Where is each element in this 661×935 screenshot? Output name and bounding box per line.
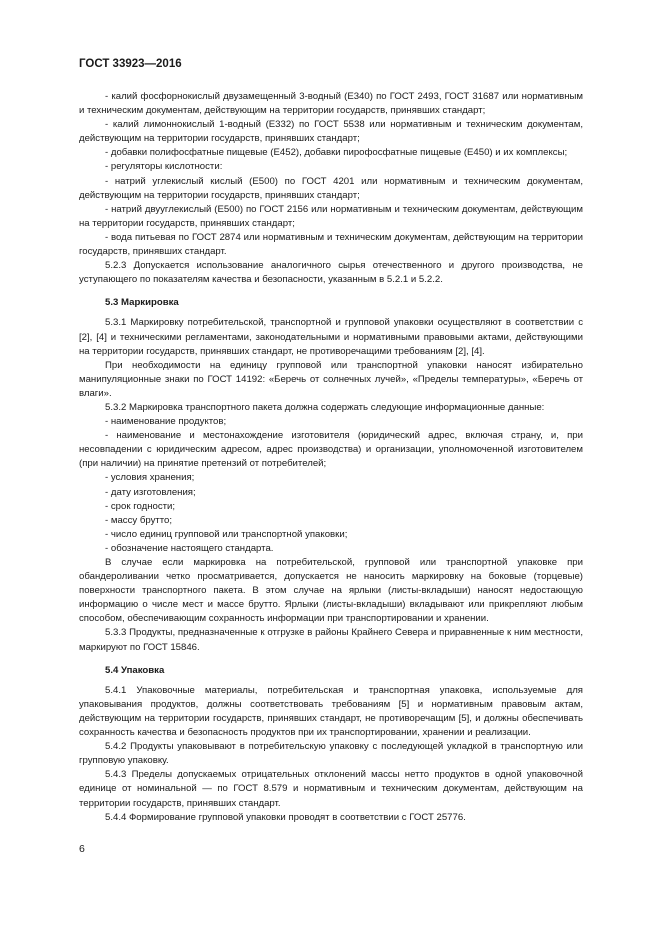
paragraph: - регуляторы кислотности: <box>105 161 223 173</box>
paragraph: При необходимости на единицу групповой или транспортной упаковки наносят избирательно манипуляционные знаки по ГОСТ 14192: «Беречь от солнечных лучей», «Пределы температуры», «Беречь от влаги». <box>79 359 583 399</box>
list-item: - срок годности; <box>105 500 176 512</box>
paragraph: 5.4.4 Формирование групповой упаковки проводят в соответствии с ГОСТ 25776. <box>105 811 466 823</box>
list-item: - обозначение настоящего стандарта. <box>105 542 274 554</box>
list-item: - массу брутто; <box>105 514 173 526</box>
paragraph: В случае если маркировка на потребительской, групповой или транспортной упаковке при обандероливании четко просматривается, допускается не наносить маркировку на боковые (торцевые) поверхности транспортного пакета. В этом случае на ярлыки (листы-вкладыши) наносят недостающую информацию о числе мест и массе брутто. Ярлыки (листы-вкладыши) вкладывают или прикрепляют любым способом, обеспечивающим сохранность информации при транспортировании и хранении. <box>79 557 583 625</box>
paragraph: - вода питьевая по ГОСТ 2874 или нормативным и техническим документам, действующим на территории государств, принявших стандарт. <box>79 231 583 258</box>
paragraph: 5.3.3 Продукты, предназначенные к отгрузке в районы Крайнего Севера и приравненные к ним местности, маркируют по ГОСТ 15846. <box>79 627 583 653</box>
paragraph: - натрий углекислый кислый (Е500) по ГОСТ 4201 или нормативным и техническим документам, действующим на территории государств, принявших стандарт; <box>79 175 583 201</box>
page-number: 6 <box>79 843 85 855</box>
paragraph: 5.4.1 Упаковочные материалы, потребительская и транспортная упаковка, используемые для упаковывания продуктов, должны соответствовать требованиям [5] и нормативным правовым актам, действующим на территории государств, принявших стандарт, не противоречащим [5], и должны обеспечивать сохранность качества и безопасность продуктов при их транспортировании, хранении и реализации. <box>79 684 583 739</box>
paragraph: - калий фосфорнокислый двузамещенный 3-водный (Е340) по ГОСТ 2493, ГОСТ 31687 или нормативным и техническим документам, действующим на территории государств, принявших стандарт; <box>79 91 583 117</box>
paragraph: 5.3.1 Маркировку потребительской, транспортной и групповой упаковки осуществляют в соответствии с [2], [4] и техническими регламентами, законодательными и нормативными правовыми актами, действующими на территории государств, принявших стандарт, не противоречащими требованиям [2], [4]. <box>79 317 583 357</box>
paragraph: 5.4.3 Пределы допускаемых отрицательных отклонений массы нетто продуктов в одной упаковочной единице от номинальной — по ГОСТ 8.579 и нормативным и техническим документам, действующим на территории государств, принявших стандарт. <box>79 769 583 809</box>
paragraph: 5.2.3 Допускается использование аналогичного сырья отечественного и другого производства, не уступающего по показателям качества и безопасности, указанным в 5.2.1 и 5.2.2. <box>79 260 583 286</box>
list-item: - дату изготовления; <box>105 486 196 498</box>
paragraph: 5.3.2 Маркировка транспортного пакета должна содержать следующие информационные данные: <box>105 401 545 413</box>
list-item: - условия хранения; <box>105 472 195 484</box>
page-content <box>79 90 583 825</box>
list-item: - наименование и местонахождение изготовителя (юридический адрес, включая страну, и, при несовпадении с юридическим адресом, адрес производства) и организации, уполномоченной изготовителем (при наличии) на принятие претензий от потребителей; <box>79 430 583 470</box>
paragraph: - калий лимоннокислый 1-водный (Е332) по ГОСТ 5538 или нормативным и техническим документам, действующим на территории государств, принявших стандарт; <box>79 119 583 145</box>
document-header: ГОСТ 33923—2016 <box>79 58 182 70</box>
paragraph: 5.4.2 Продукты упаковывают в потребительскую упаковку с последующей укладкой в транспортную или групповую упаковку. <box>79 741 583 767</box>
list-item: - наименование продуктов; <box>105 416 227 428</box>
paragraph: - натрий двууглекислый (Е500) по ГОСТ 2156 или нормативным и техническим документам, действующим на территории государств, принявших стандарт; <box>79 203 583 229</box>
paragraph: - добавки полифосфатные пищевые (Е452), добавки пирофосфатные пищевые (Е450) и их комплексы; <box>105 147 568 159</box>
section-heading-marking: 5.3 Маркировка <box>105 297 179 309</box>
section-heading-packaging: 5.4 Упаковка <box>105 664 165 676</box>
list-item: - число единиц групповой или транспортной упаковки; <box>105 528 348 540</box>
